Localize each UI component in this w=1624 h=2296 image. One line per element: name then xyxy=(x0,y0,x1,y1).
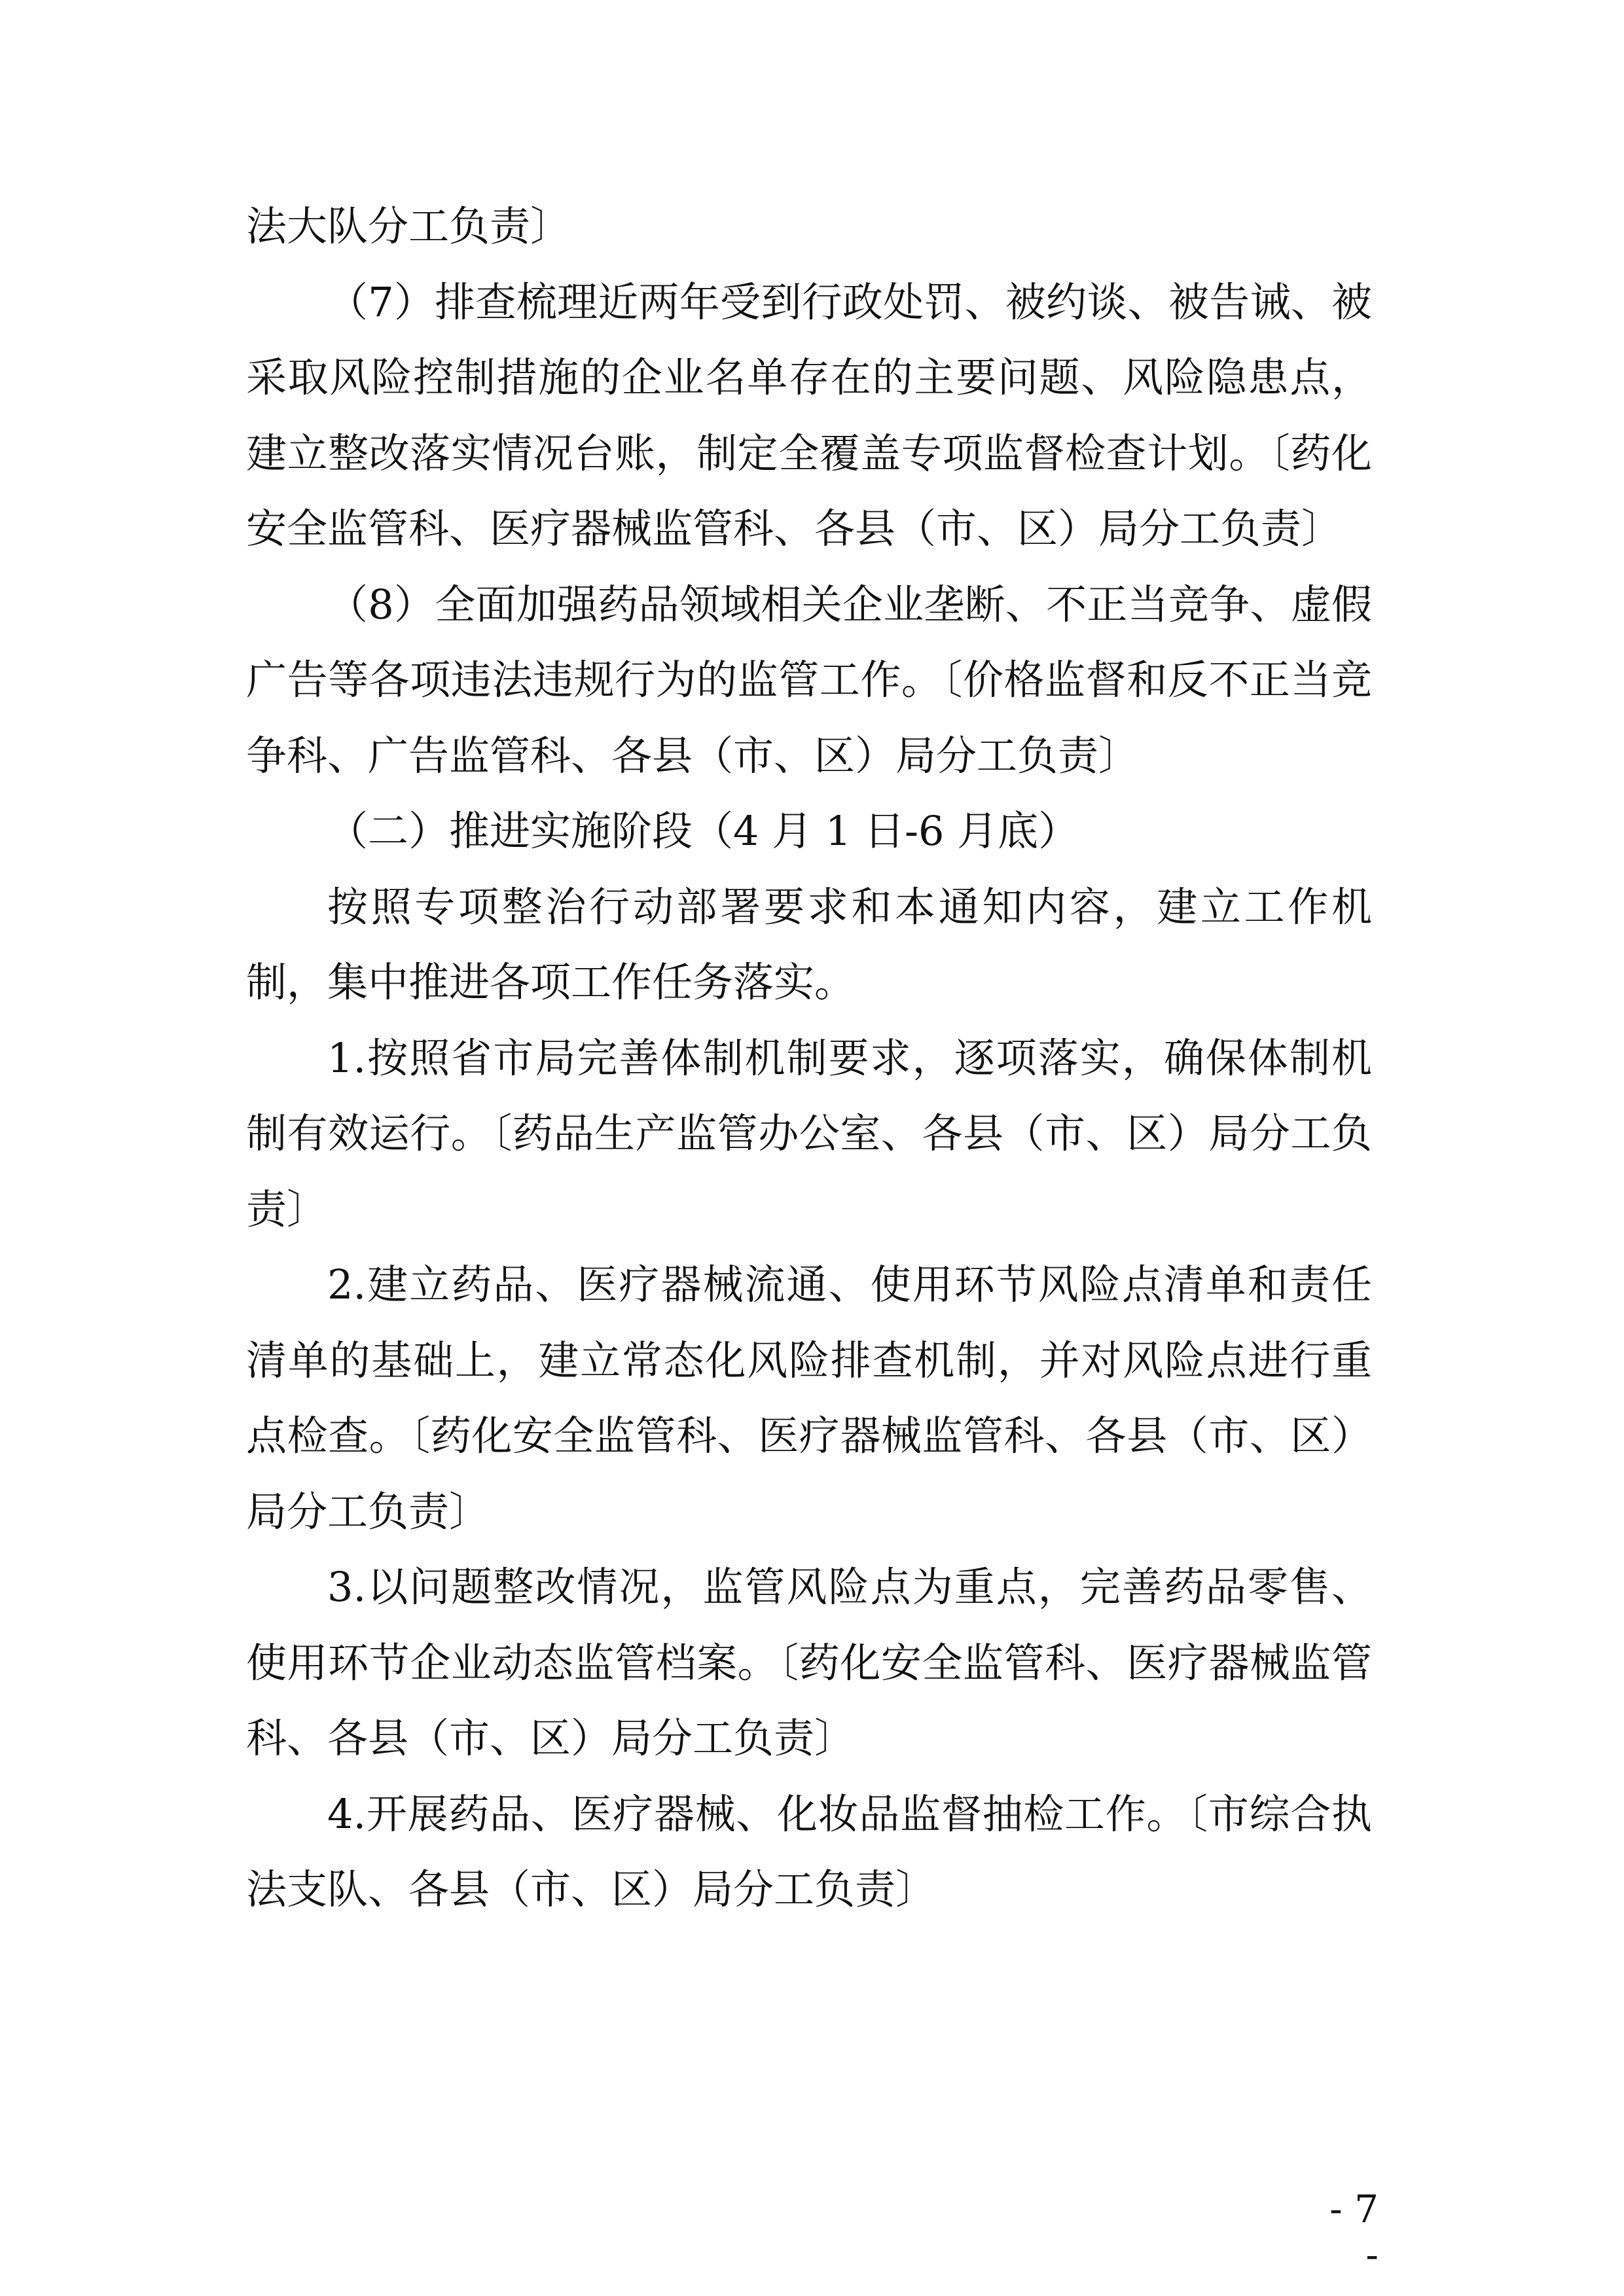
paragraph-point-1: 1.按照省市局完善体制机制要求，逐项落实，确保体制机制有效运行。〔药品生产监管办公室、各县（市、区）局分工负责〕 xyxy=(246,1033,1372,1233)
paragraph-item-8: （8）全面加强药品领域相关企业垄断、不正当竞争、虚假广告等各项违法违规行为的监管工作。〔价格监督和反不正当竞争科、广告监管科、各县（市、区）局分工负责〕 xyxy=(246,580,1372,780)
paragraph-point-2: 2.建立药品、医疗器械流通、使用环节风险点清单和责任清单的基础上，建立常态化风险排查机制，并对风险点进行重点检查。〔药化安全监管科、医疗器械监管科、各县（市、区）局分工负责〕 xyxy=(246,1261,1372,1535)
paragraph-continuation: 法大队分工负责〕 xyxy=(246,202,571,250)
body-text xyxy=(246,188,1372,1928)
section-heading-implementation: （二）推进实施阶段（4 月 1 日-6 月底） xyxy=(327,807,1079,855)
paragraph-point-3: 3.以问题整改情况，监管风险点为重点，完善药品零售、使用环节企业动态监管档案。〔药化安全监管科、医疗器械监管科、各县（市、区）局分工负责〕 xyxy=(246,1563,1372,1762)
page-number: - 7 - xyxy=(1329,2187,1379,2277)
paragraph-point-4: 4.开展药品、医疗器械、化妆品监督抽检工作。〔市综合执法支队、各县（市、区）局分工负责〕 xyxy=(246,1789,1372,1913)
paragraph-intro: 按照专项整治行动部署要求和本通知内容，建立工作机制，集中推进各项工作任务落实。 xyxy=(246,882,1372,1006)
paragraph-item-7: （7）排查梳理近两年受到行政处罚、被约谈、被告诫、被采取风险控制措施的企业名单存在的主要问题、风险隐患点，建立整改落实情况台账，制定全覆盖专项监督检查计划。〔药化安全监管科、医疗器械监管科、各县（市、区）局分工负责〕 xyxy=(246,278,1372,552)
